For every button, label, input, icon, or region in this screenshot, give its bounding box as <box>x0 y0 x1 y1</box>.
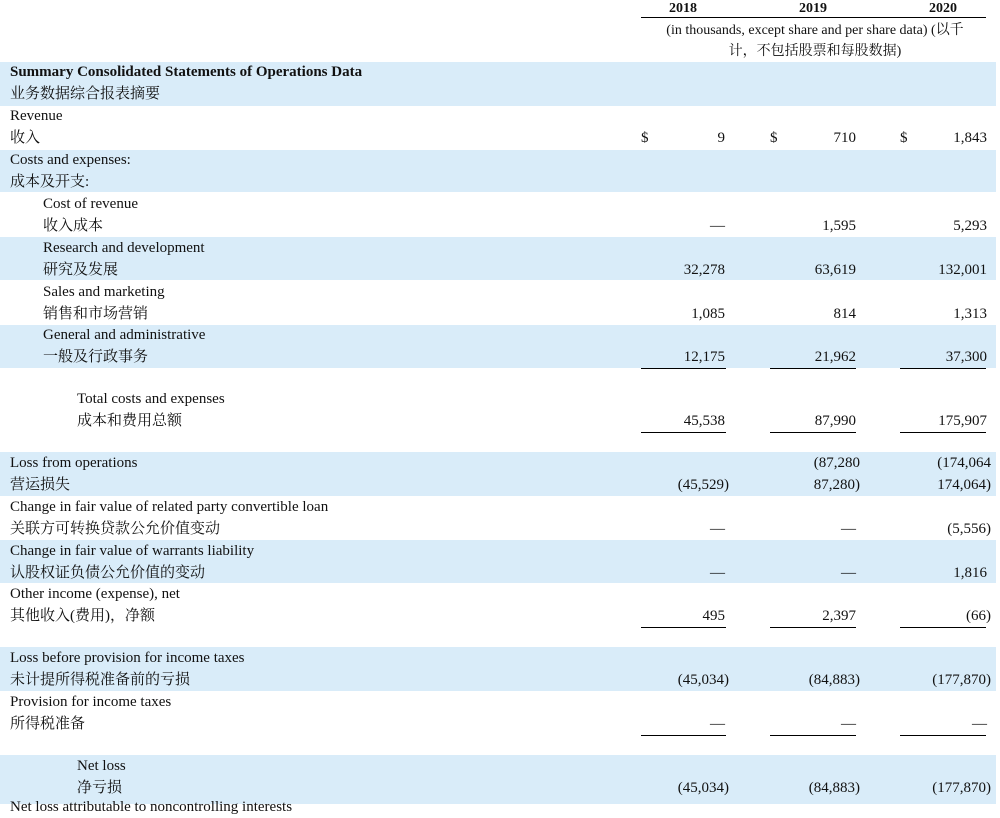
cell-2019: — <box>841 565 856 581</box>
row-label: Provision for income taxes <box>10 694 172 710</box>
dollar-sign: $ <box>770 130 778 146</box>
subtotal-rule <box>641 368 726 369</box>
row-label: Research and development <box>43 240 205 256</box>
cell-2018: 12,175 <box>683 349 725 365</box>
row-label: Cost of revenue <box>43 196 138 212</box>
cell-2020: 5,293 <box>953 218 987 234</box>
total-rule <box>900 432 986 433</box>
cell-2018: 9 <box>717 130 725 146</box>
row-label-zh: 未计提所得税准备前的亏损 <box>10 672 191 688</box>
subtotal-rule <box>641 627 726 628</box>
cell-2019: (84,883) <box>808 672 860 688</box>
cell-2019: 21,962 <box>814 349 856 365</box>
row-label: Change in fair value of related party convertible loan <box>10 499 329 515</box>
cell-2019: 2,397 <box>822 608 856 624</box>
row-label-zh: 研究及发展 <box>43 262 119 278</box>
subtotal-rule <box>641 735 726 736</box>
row-label: Loss before provision for income taxes <box>10 650 245 666</box>
row-label: Costs and expenses: <box>10 152 131 168</box>
row-label: Total costs and expenses <box>77 391 225 407</box>
cell-2020: 132,001 <box>938 262 987 278</box>
cell-2019-line1: (87,280 <box>813 455 860 471</box>
cell-2018: 45,538 <box>683 413 725 429</box>
row-label-zh: 营运损失 <box>10 477 71 493</box>
cell-2019: — <box>841 716 856 732</box>
cell-2018: — <box>710 521 725 537</box>
year-2020-header: 2020 <box>929 1 957 16</box>
units-note: (in thousands, except share and per share data) (以千 计，不包括股票和每股数据) <box>666 23 964 59</box>
cell-2020-line2: 174,064) <box>937 477 991 493</box>
row-label-zh: 成本和费用总额 <box>77 413 183 429</box>
total-rule <box>641 432 726 433</box>
cell-2020: (177,870) <box>932 672 991 688</box>
year-2018-header: 2018 <box>669 1 697 16</box>
dollar-sign: $ <box>900 130 908 146</box>
subtotal-rule <box>900 735 986 736</box>
row-label-zh: 收入 <box>10 130 41 146</box>
cell-2020: 175,907 <box>938 413 987 429</box>
cell-2019-line2: 87,280) <box>813 477 860 493</box>
subtotal-rule <box>770 368 856 369</box>
cell-2020: (5,556) <box>947 521 991 537</box>
row-label-zh: 收入成本 <box>43 218 104 234</box>
row-label-zh: 成本及开支: <box>10 174 90 190</box>
cell-2018: (45,034) <box>677 672 729 688</box>
row-label: Loss from operations <box>10 455 138 471</box>
row-label: Change in fair value of warrants liability <box>10 543 255 559</box>
year-2019-header: 2019 <box>799 1 827 16</box>
cell-2020: 1,816 <box>953 565 987 581</box>
cell-2020: — <box>972 716 987 732</box>
row-label-zh: 所得税准备 <box>10 716 86 732</box>
cell-2019: 710 <box>833 130 856 146</box>
cell-2018: (45,034) <box>677 780 729 796</box>
row-label-zh: 销售和市场营销 <box>43 306 149 322</box>
cell-2020: 1,313 <box>953 306 987 322</box>
cell-2019: 87,990 <box>814 413 856 429</box>
subtotal-rule <box>770 627 856 628</box>
row-label-zh: 认股权证负债公允价值的变动 <box>10 565 206 581</box>
row-label: Net loss <box>77 758 126 774</box>
section-title-zh: 业务数据综合报表摘要 <box>10 86 161 102</box>
subtotal-rule <box>770 735 856 736</box>
cell-2019: 63,619 <box>814 262 856 278</box>
table-header <box>0 0 1000 62</box>
cell-2020: 1,843 <box>953 130 987 146</box>
header-rule <box>641 17 986 18</box>
cell-2020: (66) <box>966 608 991 624</box>
subtotal-rule <box>900 627 986 628</box>
row-label-zh: 关联方可转换贷款公允价值变动 <box>10 521 221 537</box>
dollar-sign: $ <box>641 130 649 146</box>
cutoff-row-label: Net loss attributable to noncontrolling interests <box>10 799 293 815</box>
row-label: Sales and marketing <box>43 284 165 300</box>
cell-2019: — <box>841 521 856 537</box>
cell-2019: 814 <box>833 306 856 322</box>
cell-2018: — <box>710 565 725 581</box>
row-label: General and administrative <box>43 327 206 343</box>
cell-2019: 1,595 <box>822 218 856 234</box>
cell-2018: — <box>710 218 725 234</box>
cell-2019: (84,883) <box>808 780 860 796</box>
row-label: Revenue <box>10 108 63 124</box>
subtotal-rule <box>900 368 986 369</box>
cell-2018: (45,529) <box>677 477 729 493</box>
cell-2018: 32,278 <box>683 262 725 278</box>
section-title: Summary Consolidated Statements of Operations Data <box>10 64 363 80</box>
row-label-zh: 一般及行政事务 <box>43 349 149 365</box>
band-costs <box>0 150 996 192</box>
row-label: Other income (expense), net <box>10 586 180 602</box>
cell-2018: 495 <box>702 608 725 624</box>
cell-2018: 1,085 <box>691 306 725 322</box>
cell-2020-line1: (174,064 <box>937 455 991 471</box>
cell-2020: 37,300 <box>945 349 987 365</box>
total-rule <box>770 432 856 433</box>
row-label-zh: 净亏损 <box>77 780 123 796</box>
row-label-zh: 其他收入(费用)，净额 <box>10 608 155 624</box>
cell-2018: — <box>710 716 725 732</box>
cell-2020: (177,870) <box>932 780 991 796</box>
